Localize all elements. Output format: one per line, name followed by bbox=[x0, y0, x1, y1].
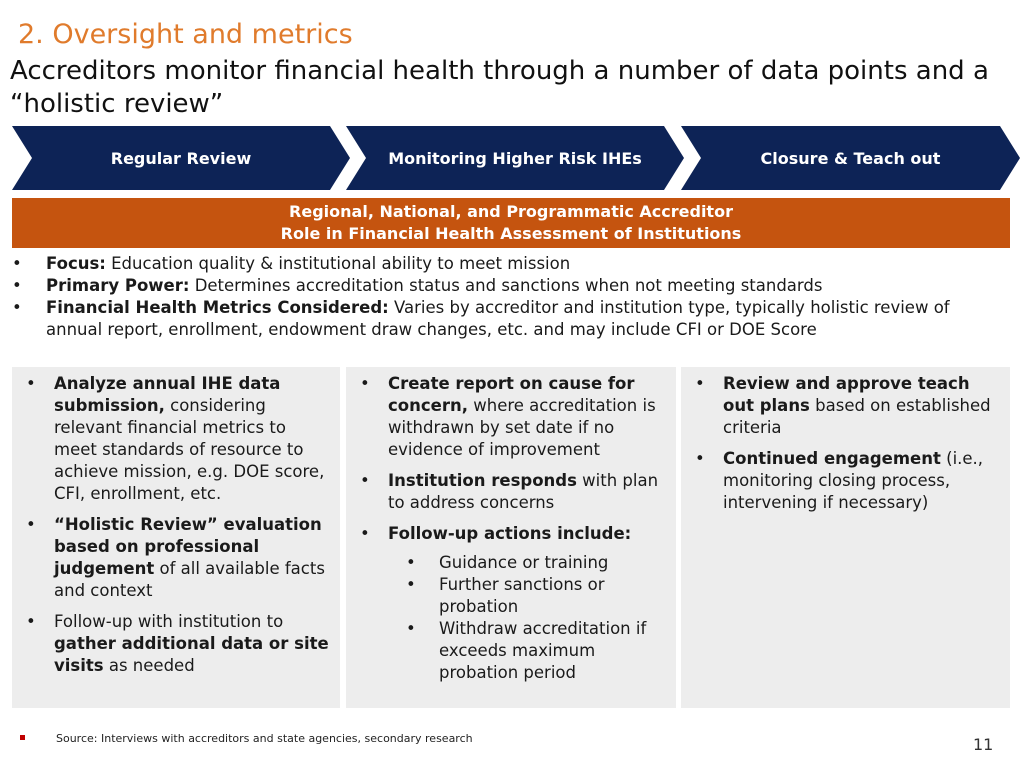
item-text: Follow-up with institution to bbox=[54, 612, 284, 631]
focus-point-text: Determines accreditation status and sanctions when not meeting standards bbox=[189, 276, 823, 295]
item-bold: Follow-up actions include: bbox=[388, 524, 632, 543]
focus-point-focus bbox=[10, 253, 1000, 275]
phase-label-closure: Closure & Teach out bbox=[760, 148, 941, 168]
item-text: where accreditation is withdrawn by set date if no evidence of improvement bbox=[388, 396, 656, 459]
focus-point-label: Focus: bbox=[46, 254, 106, 273]
item-text: (i.e., monitoring closing process, intervening if necessary) bbox=[723, 449, 984, 512]
list-item bbox=[689, 373, 1002, 439]
list-item bbox=[354, 470, 668, 514]
list-item bbox=[689, 448, 1002, 514]
focus-point-label: Primary Power: bbox=[46, 276, 190, 295]
list-item bbox=[20, 611, 332, 677]
item-text: based on established criteria bbox=[723, 396, 991, 437]
sub-list-item: • Guidance or training bbox=[388, 552, 668, 574]
panel-closure bbox=[681, 367, 1010, 708]
source-note: Source: Interviews with accreditors and state agencies, secondary research bbox=[56, 732, 473, 745]
item-bold: Create report on cause for concern, bbox=[388, 374, 635, 415]
focus-point-text: Education quality & institutional ability to meet mission bbox=[105, 254, 571, 273]
item-bold: “Holistic Review” evaluation based on professional judgement bbox=[54, 515, 322, 578]
item-bold: Continued engagement bbox=[723, 449, 941, 468]
focus-point-metrics bbox=[10, 297, 1000, 341]
list-item bbox=[354, 523, 668, 684]
focus-point-primary-power bbox=[10, 275, 1000, 297]
phase-label-monitoring: Monitoring Higher Risk IHEs bbox=[388, 148, 642, 168]
item-bold: Institution responds bbox=[388, 471, 577, 490]
section-label: 2. Oversight and metrics bbox=[18, 19, 353, 50]
slide-headline: Accreditors monitor financial health through a number of data points and a “holistic review” bbox=[10, 56, 989, 119]
banner-line-2: Role in Financial Health Assessment of Institutions bbox=[280, 224, 742, 243]
footer-bullet-icon bbox=[20, 735, 25, 740]
item-text: considering relevant financial metrics to meet standards of resource to achieve mission, e.g. DOE score, CFI, enrollment, etc. bbox=[54, 396, 325, 503]
focus-points-list bbox=[10, 253, 1000, 341]
panel-monitoring bbox=[346, 367, 676, 708]
sub-list-item: • Withdraw accreditation if exceeds maximum probation period bbox=[388, 618, 668, 684]
list-item bbox=[354, 373, 668, 461]
focus-point-text: Varies by accreditor and institution type, typically holistic review of annual report, enrollment, endowment draw changes, etc. and may include CFI or DOE Score bbox=[46, 298, 950, 339]
item-bold: gather additional data or site visits bbox=[54, 634, 329, 675]
item-text: as needed bbox=[103, 656, 195, 675]
item-bold: Review and approve teach out plans bbox=[723, 374, 970, 415]
panel-regular-review bbox=[12, 367, 340, 708]
item-text: of all available facts and context bbox=[54, 559, 325, 600]
banner-line-1: Regional, National, and Programmatic Accreditor bbox=[289, 202, 733, 221]
focus-point-label: Financial Health Metrics Considered: bbox=[46, 298, 389, 317]
accreditor-role-banner bbox=[12, 198, 1010, 248]
list-item bbox=[20, 514, 332, 602]
phase-label-regular-review: Regular Review bbox=[110, 148, 252, 168]
item-bold: Analyze annual IHE data submission, bbox=[54, 374, 281, 415]
page-number: 11 bbox=[973, 735, 994, 754]
follow-up-actions-list bbox=[388, 552, 668, 684]
sub-list-item: • Further sanctions or probation bbox=[388, 574, 668, 618]
item-text: with plan to address concerns bbox=[388, 471, 659, 512]
list-item bbox=[20, 373, 332, 505]
